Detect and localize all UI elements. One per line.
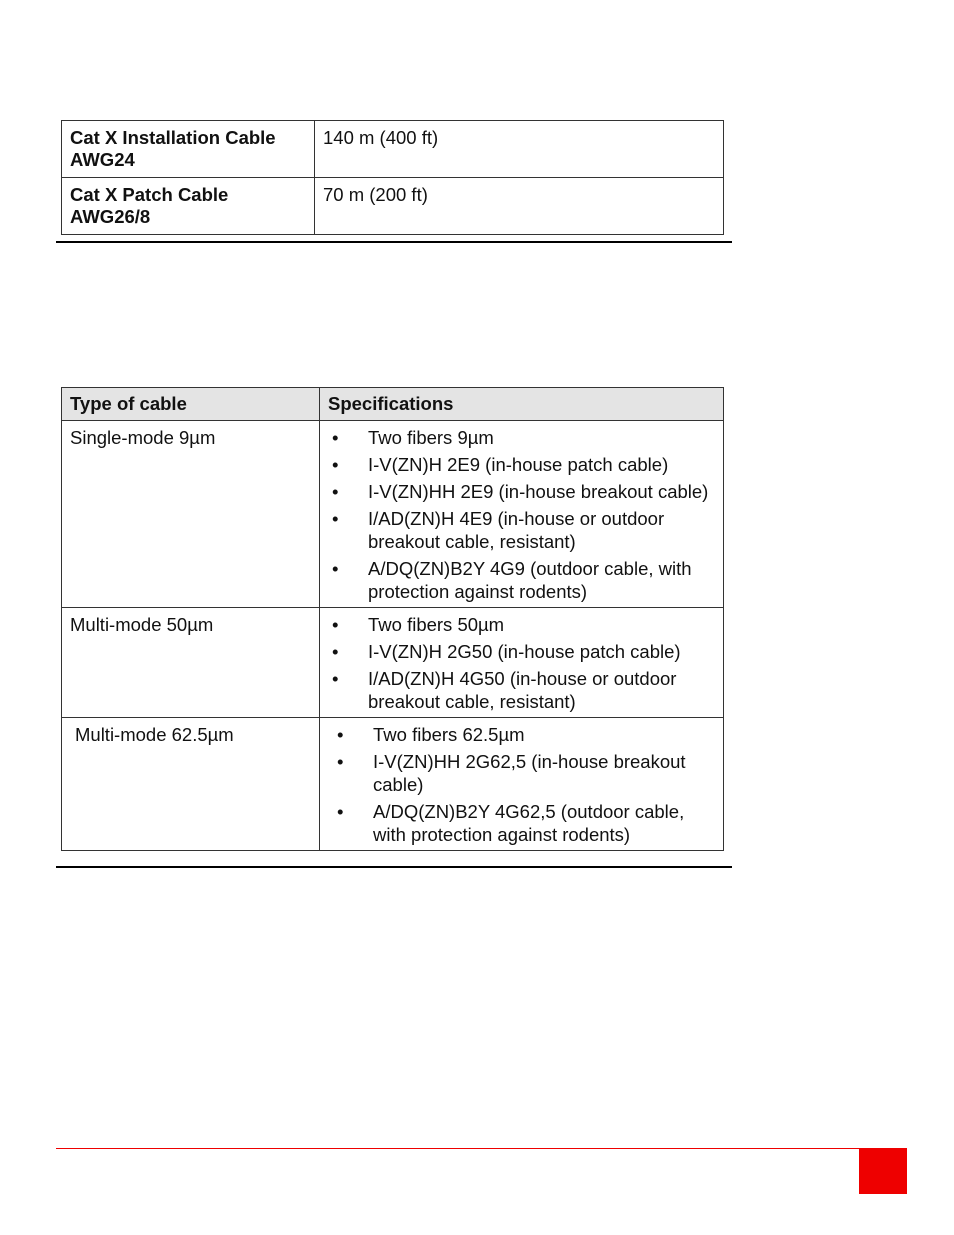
column-header-specifications: Specifications xyxy=(320,388,724,421)
table-row xyxy=(62,178,724,235)
table-row xyxy=(62,421,724,608)
cable-type-cell: Multi-mode 62.5µm xyxy=(62,718,320,851)
footer-page-marker xyxy=(859,1148,907,1194)
cable-type-cell: Cat X Installation Cable AWG24 xyxy=(62,121,315,178)
list-item: • A/DQ(ZN)B2Y 4G9 (outdoor cable, with protection against rodents) xyxy=(332,558,692,602)
table-row xyxy=(62,608,724,718)
specifications-cell xyxy=(320,608,724,718)
specifications-cell xyxy=(320,421,724,608)
column-header-type: Type of cable xyxy=(62,388,320,421)
list-item: • I-V(ZN)HH 2G62,5 (in-house breakout cable) xyxy=(337,751,686,795)
list-item: • I-V(ZN)H 2E9 (in-house patch cable) xyxy=(332,454,669,475)
spec-list xyxy=(328,613,715,713)
table-bottom-rule xyxy=(56,241,732,243)
cable-length-table xyxy=(61,120,724,235)
list-item: • I/AD(ZN)H 4E9 (in-house or outdoor breakout cable, resistant) xyxy=(332,508,665,552)
cable-type-cell: Cat X Patch Cable AWG26/8 xyxy=(62,178,315,235)
cable-type-cell: Single-mode 9µm xyxy=(62,421,320,608)
spec-list xyxy=(328,426,715,603)
list-item: • A/DQ(ZN)B2Y 4G62,5 (outdoor cable, with protection against rodents) xyxy=(337,801,685,845)
footer-divider xyxy=(56,1148,860,1149)
table-header-row xyxy=(62,388,724,421)
list-item: • I/AD(ZN)H 4G50 (in-house or outdoor breakout cable, resistant) xyxy=(332,668,677,712)
table-row xyxy=(62,718,724,851)
table-bottom-rule xyxy=(56,866,732,868)
max-length-cell: 70 m (200 ft) xyxy=(315,178,724,235)
spec-list xyxy=(328,723,715,846)
table-row xyxy=(62,121,724,178)
cable-type-cell: Multi-mode 50µm xyxy=(62,608,320,718)
max-length-cell: 140 m (400 ft) xyxy=(315,121,724,178)
list-item: • Two fibers 62.5µm xyxy=(337,724,525,745)
fiber-cable-table xyxy=(61,387,724,851)
list-item: • Two fibers 50µm xyxy=(332,614,505,635)
list-item: • I-V(ZN)HH 2E9 (in-house breakout cable) xyxy=(332,481,709,502)
list-item: • Two fibers 9µm xyxy=(332,427,494,448)
specifications-cell xyxy=(320,718,724,851)
list-item: • I-V(ZN)H 2G50 (in-house patch cable) xyxy=(332,641,681,662)
